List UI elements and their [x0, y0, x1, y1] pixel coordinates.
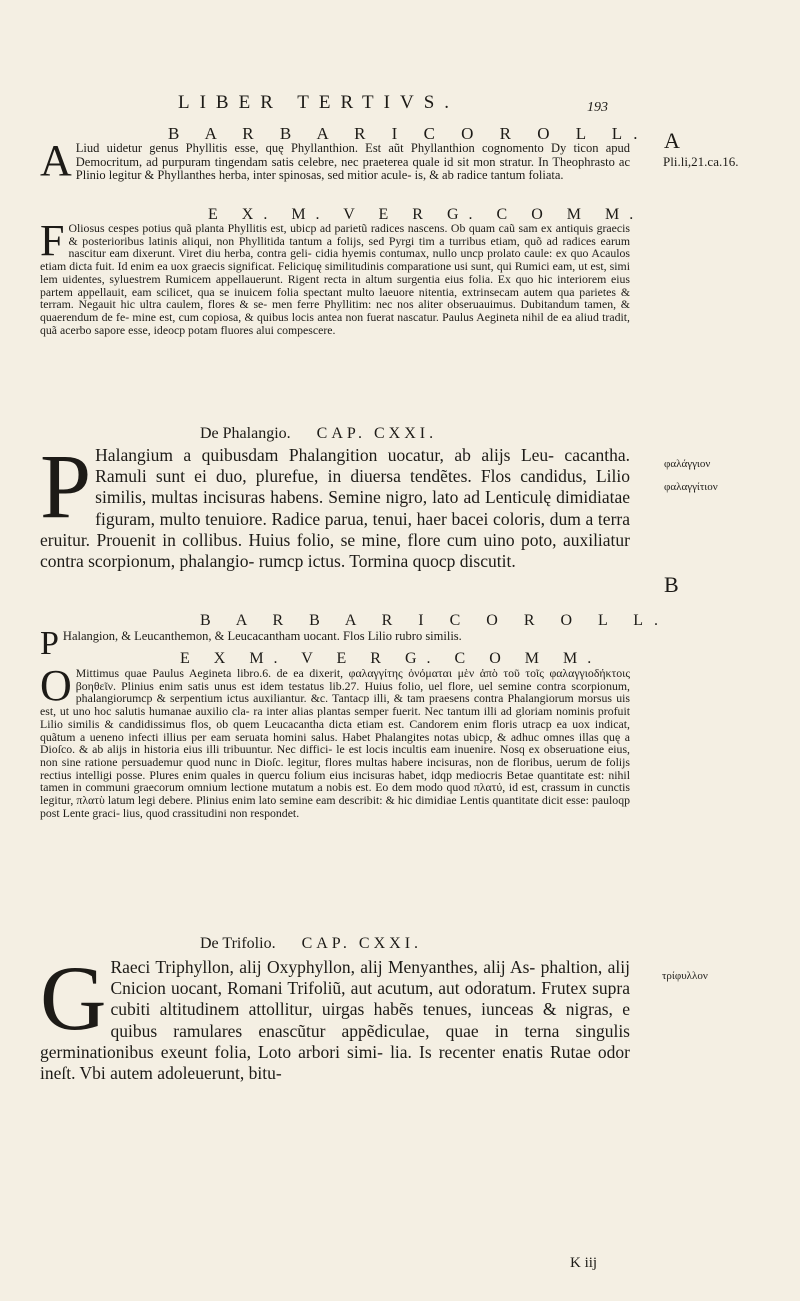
- chapter-heading: [40, 425, 630, 443]
- margin-note-pliny: Pli.li,21.ca.16.: [663, 154, 739, 169]
- section-body: [40, 136, 630, 185]
- body-text: Mittimus quae Paulus Aegineta libro.6. de ea dixerit, φαλαγγίτης ὀνόμαται μὲν ἀπὸ τοῦ τοῖς φαλαγγιοδήκτοις βοηθεῖν. Plinius enim satis unus est idem testatus lib.27. Huius folio, uel flore, uel semine contra scorpionum, phalangiorumcp & serpentium ictus auxiliantur. &c. Tantacp illi, & tam praesens contra Phalangiorum morsus uis est, ut uno hoc salutis humanae auxilio cla- ra inter alias plantas semper fuerit. Nec tantum illi ad gloriam nominis profuit Lilio similis & candidissimus flos, ob quem Leucacantha dicta etiam est. Candorem enim floris utracp ea uox indicat, quãtum a ueneno infecti illius per eam seruata homini salus. Habet Phalangites notas ubicp, & adhuc omnes illas quę a Dioſco. & ab alijs in historia eius illi tribuuntur. Nec diffici- le est locis incultis eam inuenire. Nosq ex obseruatione eius, non sine ratione persuademur quod nunc in Dioſc. legitur, flores multas habere incisuras, non de floribus, uerum de folijs rectius intelligi posse. Plures enim quales in quercu folium eius incisuras habet, idqp mediocris Betae quantitate est: nihil tamen in communi graecorum omnium lectione mutatum a nobis est. Eo dem modo quod πλατύ, id est, crassum in cunctis legitur, πλατὺ latum legi debere. Plinius enim lato semine eam describit: & hic dimidiae Lentis quantitate dicit esse: pauloqp post Lente graci- lius, quod crassitudini non respondet.: [40, 666, 630, 820]
- chapter-trifolio: [40, 935, 630, 1084]
- section-body: [40, 216, 630, 337]
- chapter-title: De Phalangio.: [200, 425, 291, 442]
- body-text: Raeci Triphyllon, alij Oxyphyllon, alij Menyanthes, alij As- phaltion, alij Cnicion uocant, Romani Trifoliũ, aut acutum, aut odoratum. Frutex supra cubiti altitudinem attollitur, uirgas habẽs tenues, iunceas & nigras, e quibus ramulares enascũtur appẽdiculae, quae in terna singulis germinationibus exeunt folia, Loto arbori simi- lia. Is recenter enatis Rutae odor ineſt. Vbi autem adoleuerunt, bitu-: [40, 957, 630, 1084]
- chapter-phalangio: [40, 425, 630, 572]
- body-text: Halangion, & Leucanthemon, & Leucacantham uocant. Flos Lilio rubro similis.: [62, 629, 462, 643]
- drop-cap: O: [40, 661, 72, 710]
- section-barbari-1: [40, 124, 649, 185]
- section-heading: E X M. V E R G. C O M M.: [180, 650, 602, 667]
- chapter-body: [40, 947, 630, 1084]
- section-heading: B A R B A R I C O R O L L.: [200, 612, 669, 629]
- margin-letter-b: B: [664, 572, 679, 597]
- chapter-title: De Trifolio.: [200, 935, 276, 952]
- margin-greek-triphyllon: τρίφυλλον: [662, 970, 708, 982]
- body-text: Liud uidetur genus Phyllitis esse, quę Phyllanthion. Est aũt Phyllanthion cognomento Dy ticon apud Democritum, ad purpuram tingendam satis celebre, nec praeterea quale id sit mon stratur. In Theophrasto ac Plinio legitur & Phyllanthes herba, inter spinosas, sed mitior acule- is, & ab radice tantum foliata.: [75, 141, 630, 182]
- chapter-heading: [40, 935, 630, 953]
- folio-number: 193: [587, 100, 608, 115]
- signature-mark: K iij: [570, 1255, 598, 1271]
- section-body: [40, 661, 630, 820]
- margin-greek-phalangition: φαλαγγίτιον: [664, 481, 718, 493]
- body-text: Oliosus cespes potius quã planta Phyllitis est, ubicp ad parietũ radices nascens. Ob quam caũ sam ex antiquis graecis & posterioribus latinis aliqui, non Phyllitida tantum a folijs, sed Pyrgi tim a turribus etiam, quõ ad radices earum nascitur eam dixerunt. Viret diu herba, contra geli- cidia hyemis contumax, nullo uncp prolato caule: ex quo Acaulos etiam dicta fuit. Id enim ea uox graecis significat. Feliciquę similitudinis comparatione usi sunt, qui Rumici eam, ut est, simi lem uidentes, syluestrem Rumicem appellauerunt. Rigent recta in altum surgentia eius folia. Ex quo hic interiorem eius partem appellauit, eam scilicet, qua se inuicem folia spectant multo laeuore nitentia, extrinsecam autem qua parietes & terram. Negauit hic ultra caulem, flores & se- men ferre Phyllitim: nec nos aliter obseruauimus. Dubitandum tamen, & quaerendum de fe- mine est, cum copiosa, & quibus locis antea non fuerat nascatur. Paulus Aegineta nihil de ea aliud tradit, quã acerbo sapore esse, ideocp potam fluores alui compescere.: [40, 221, 630, 337]
- margin-greek-phalangion: φαλάγγιον: [664, 458, 711, 470]
- chapter-number: CAP. CXXI.: [316, 425, 438, 442]
- drop-cap: A: [40, 136, 72, 185]
- section-heading: E X. M. V E R G. C O M M.: [208, 206, 644, 223]
- running-title: LIBER TERTIVS.: [178, 92, 460, 113]
- drop-cap: P: [40, 625, 59, 662]
- chapter-number: CAP. CXXI.: [301, 935, 423, 952]
- section-commentary-2: [40, 650, 630, 819]
- section-heading: B A R B A R I C O R O L L.: [168, 124, 649, 143]
- section-commentary-1: [40, 206, 644, 337]
- drop-cap: F: [40, 216, 65, 265]
- drop-cap: G: [40, 947, 107, 1049]
- margin-letter-a: A: [664, 128, 680, 153]
- chapter-body: [40, 435, 630, 572]
- body-text: Halangium a quibusdam Phalangition uocatur, ab alijs Leu- cacantha. Ramuli sunt ei duo, plurefue, in diuersa tendẽtes. Flos candidus, Lilio similis, multas incisuras habens. Semine nigro, lato ad Lenticulę dimidiatae figuram, multo tenuiore. Radice parua, tenui, haer bacei coloris, dum a terra eruitur. Prouenit in collibus. Huius folio, se mine, flore cum uino poto, auxiliatur contra scorpionum, phalangio- rumcp ictus. Tormina quocp discutit.: [40, 445, 630, 572]
- drop-cap: P: [40, 435, 92, 537]
